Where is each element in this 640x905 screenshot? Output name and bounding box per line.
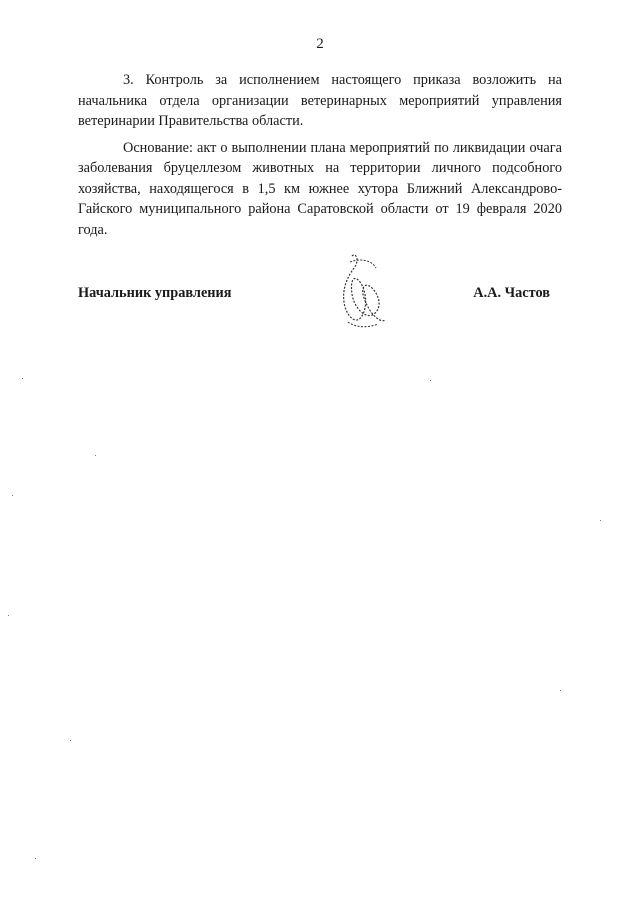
handwritten-signature [330, 250, 390, 330]
paragraph-control-clause: 3. Контроль за исполнением настоящего приказа возложить на начальника отдела организации ветеринарных мероприятий управления ветеринарии Правительства области. [78, 72, 562, 129]
page-number: 2 [316, 36, 324, 52]
document-body [78, 70, 562, 246]
scan-speck [22, 378, 23, 379]
scan-speck [560, 690, 561, 691]
signer-position-title: Начальник управления [78, 285, 232, 301]
scan-speck [12, 495, 13, 496]
paragraph-basis: Основание: акт о выполнении плана мероприятий по ликвидации очага заболевания бруцеллезом животных на территории личного подсобного хозяйства, находящегося в 1,5 км южнее хутора Ближний Александрово-Гайского муниципального района Саратовской области от 19 февраля 2020 года. [78, 139, 562, 238]
scan-speck [35, 858, 36, 859]
scan-speck [8, 615, 9, 616]
scan-speck [430, 380, 431, 381]
scan-speck [600, 520, 601, 521]
scan-speck [95, 455, 96, 456]
signature-row [78, 285, 562, 305]
scan-speck [70, 740, 71, 741]
signer-name: А.А. Частов [473, 285, 550, 301]
